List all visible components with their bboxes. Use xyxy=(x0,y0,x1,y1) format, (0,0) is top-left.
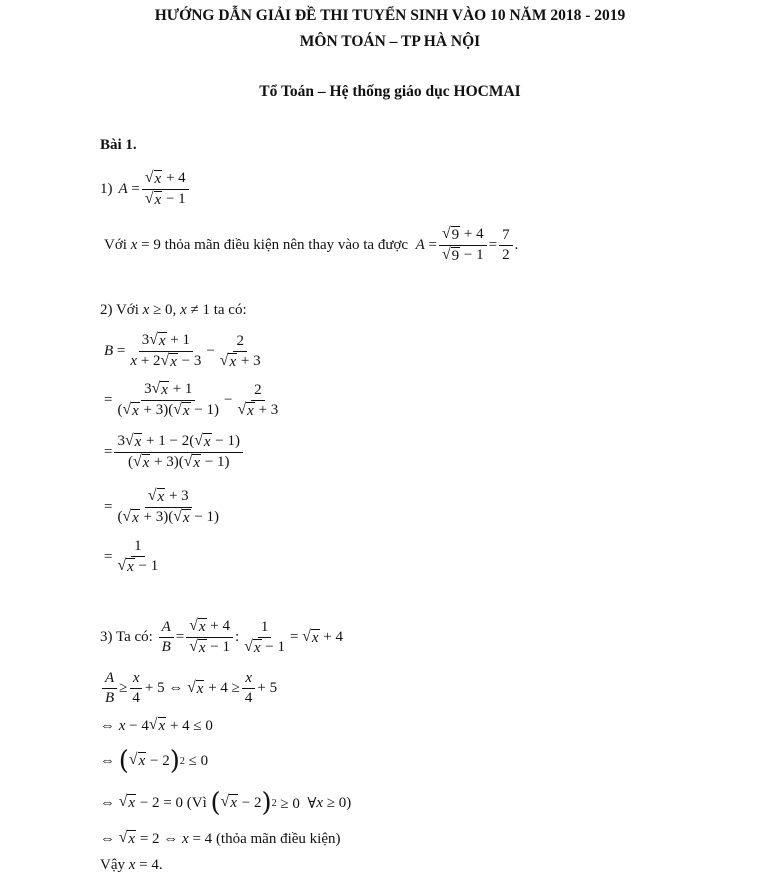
part1-condition: thỏa mãn điều kiện nên thay vào ta được xyxy=(164,237,409,254)
part3-inequality: $\frac{A}{B}$ ≥ $\frac{x}{4}$ + 5 ⇔ √ x + 4 ≥ $\frac{x}{4}$ + 5 xyxy=(100,670,277,708)
part3-label: 3) Ta có: xyxy=(100,629,153,646)
part2-condition: 2) Với x ≥ 0, x ≠ 1 ta có: xyxy=(100,302,247,318)
section-heading: Bài 1. xyxy=(100,137,137,153)
part1-intro: Với xyxy=(104,237,127,254)
part3-step2: ⇔ ( √ x − 2 ) 2 ≤ 0 xyxy=(100,746,209,776)
document-title-line1: HƯỚNG DẪN GIẢI ĐỀ THI TUYỂN SINH VÀO 10 NĂM 2018 - 2019 xyxy=(154,7,626,24)
part2-step3: = 3 √ x + 1 − 2( √ x − 1) ( √ x + 3)( √ x − 1) xyxy=(104,433,245,473)
part3-step4: ⇔ √ x = 2 ⇔ x = 4 (thỏa mãn điều kiện) xyxy=(100,829,341,847)
part1-substitution: Với x = 9 thỏa mãn điều kiện nên thay vào ta được A = √ 9 + 4 √ 9 − 1 = $\frac{7}{2}$ . xyxy=(104,225,519,265)
part3-conclusion: Vậy x = 4. xyxy=(100,857,163,873)
part3-step3: ⇔ √ x − 2 = 0 (Vì ( √ x − 2 ) 2 ≥ 0 ∀ x ≥ 0) xyxy=(100,788,352,818)
part1-label: 1) xyxy=(100,181,113,198)
part2-tail: ta có: xyxy=(213,302,247,318)
part2-step1: B = 3 √ x + 1 x + 2 √ x − 3 − 2 √ x + 3 xyxy=(104,331,261,371)
part3-step1: ⇔ x − 4 √ x + 4 ≤ 0 xyxy=(100,716,213,734)
part2-label: 2) Với xyxy=(100,302,139,318)
document-author: Tổ Toán – Hệ thống giáo dục HOCMAI xyxy=(259,83,521,100)
document-title-line2: MÔN TOÁN – TP HÀ NỘI xyxy=(299,33,481,50)
part1-formula-a: 1) A = √ x + 4 √ x − 1 xyxy=(100,170,191,210)
part3-ratio: 3) Ta có: $\frac{A}{B}$ = √ x + 4 √ x − 1 : 1 √ x − 1 = √ x + 4 xyxy=(100,617,343,657)
part3-conclusion-label: Vậy xyxy=(100,857,125,873)
part2-step4: = √ x + 3 ( √ x + 3)( √ x − 1) xyxy=(104,487,220,527)
part3-because: (Vì xyxy=(186,794,207,811)
part3-satisfy: (thỏa mãn điều kiện) xyxy=(215,830,341,847)
part2-result: = 1 √ x − 1 xyxy=(104,538,159,576)
part2-step2: = 3 √ x + 1 ( √ x + 3)( √ x − 1) − 2 √ x + 3 xyxy=(104,380,279,420)
